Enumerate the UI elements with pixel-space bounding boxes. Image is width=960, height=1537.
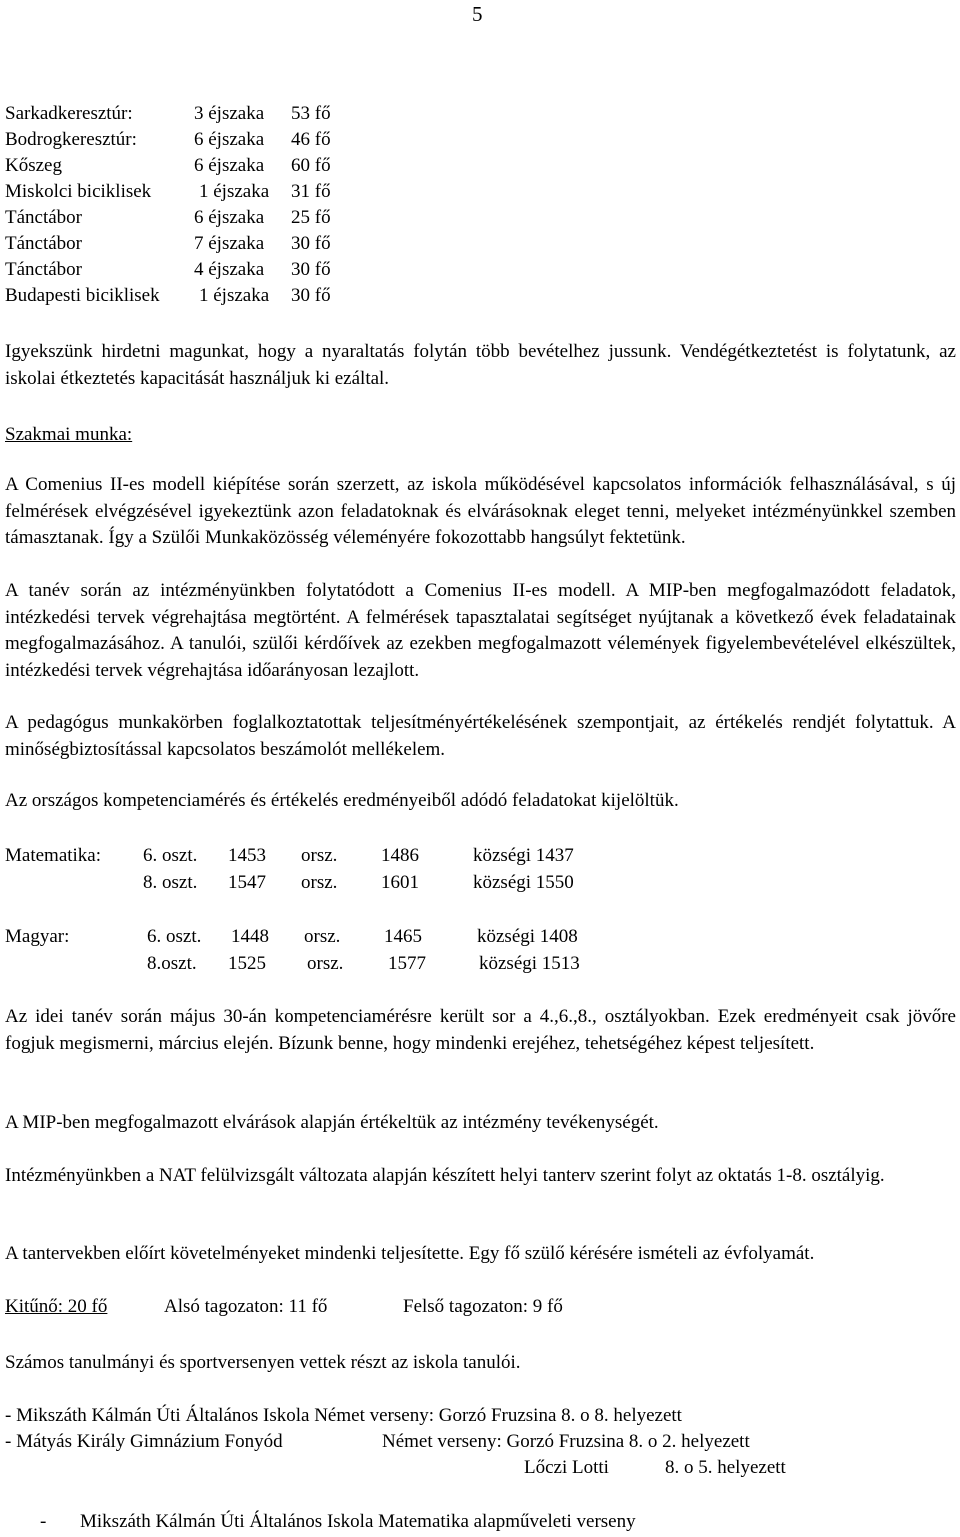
school-score: 1448 [231,926,269,947]
upper-grades: Felső tagozaton: 9 fő [403,1296,563,1317]
paragraph-may-assessment: Az idei tanév során május 30-án kompetenciamérésre került sor a 4.,6.,8., osztályokban. Ezek eredményeit csak jövőre fogjuk megismerni, március elején. Bízunk benne, hogy mindenki erejéhez, tehetségéhez képest teljesített. [5,1006,956,1054]
camp-nights: 6 éjszaka [194,129,265,150]
paragraph-teacher-evaluation: A pedagógus munkakörben foglalkoztatottak teljesítményértékelésének szempontjait, az értékelés rendjét folytattuk. A minőségbiztosítással kapcsolatos beszámolót mellékelem. [5,712,956,760]
competition-item: Mikszáth Kálmán Úti Általános Iskola Matematika alapműveleti verseny [80,1511,636,1532]
village-score: községi 1550 [473,872,574,893]
list-dash: - [40,1511,47,1532]
competition-school: - Mátyás Király Gimnázium Fonyód [5,1431,283,1452]
paragraph-nat: Intézményünkben a NAT felülvizsgált változata alapján készített helyi tanterv szerint folyt az oktatás 1-8. osztályig. [5,1165,885,1186]
camp-name: Sarkadkeresztúr: [5,103,133,124]
grade: 8.oszt. [147,953,197,974]
paragraph-mip: A tanév során az intézményünkben folytatódott a Comenius II-es modell. A MIP-ben megfogalmazódott feladatok, intézkedési tervek végrehajtása megtörtént. A felmérések tapasztalatai segítséget nyújtanak a következő évek feladatainak megfogalmazásához. A tanulói, szülői kérdőívek az ezekben megfogalmazott vélemények figyelembevételével elkészültek, intézkedési tervek végrehajtása időarányosan lezajlott. [5,580,956,681]
paragraph-competitions: Számos tanulmányi és sportversenyen vettek részt az iskola tanulói. [5,1352,521,1373]
competition-result: Német verseny: Gorzó Fruzsina 8. o 2. helyezett [382,1431,750,1452]
paragraph-advertising: Igyekszünk hirdetni magunkat, hogy a nyaraltatás folytán több bevételhez jussunk. Vendégétkeztetést is folytatunk, az iskolai étkeztetés kapacitását használjuk ki ezáltal. [5,341,956,389]
camp-name: Bodrogkeresztúr: [5,129,137,150]
national-score: 1465 [384,926,422,947]
camp-people: 53 fő [291,103,331,124]
national-score: 1486 [381,845,419,866]
camp-nights: 6 éjszaka [194,207,265,228]
national-score: 1601 [381,872,419,893]
camp-people: 31 fő [291,181,331,202]
national-label: orsz. [304,926,341,947]
village-score: községi 1437 [473,845,574,866]
paragraph-competence: Az országos kompetenciamérés és értékelés eredményeiből adódó feladatokat kijelöltük. [5,790,679,811]
paragraph-mip-evaluation: A MIP-ben megfogalmazott elvárások alapján értékeltük az intézmény tevékenységét. [5,1112,659,1133]
camp-name: Kőszeg [5,155,62,176]
camp-nights: 1 éjszaka [199,181,270,202]
camp-name: Tánctábor [5,259,83,280]
grade: 6. oszt. [143,845,198,866]
competitor-name: Lőczi Lotti [524,1457,609,1478]
camp-people: 30 fő [291,233,331,254]
camp-nights: 1 éjszaka [199,285,270,306]
section-heading: Szakmai munka: [5,424,133,445]
school-score: 1547 [228,872,266,893]
grade: 6. oszt. [147,926,202,947]
competition-item: - Mikszáth Kálmán Úti Általános Iskola Német verseny: Gorzó Fruzsina 8. o 8. helyezett [5,1405,682,1426]
lower-grades: Alsó tagozaton: 11 fő [164,1296,328,1317]
competition-result: 8. o 5. helyezett [665,1457,786,1478]
excellent-label: Kitűnő: 20 fő [5,1296,108,1317]
camp-people: 60 fő [291,155,331,176]
camp-name: Budapesti biciklisek [5,285,160,306]
national-label: orsz. [301,872,338,893]
camp-name: Miskolci biciklisek [5,181,152,202]
paragraph-requirements: A tantervekben előírt követelményeket mindenki teljesítette. Egy fő szülő kérésére ismételi az évfolyamát. [5,1243,815,1264]
village-score: községi 1408 [477,926,578,947]
school-score: 1525 [228,953,266,974]
hungarian-label: Magyar: [5,926,70,947]
national-label: orsz. [307,953,344,974]
national-label: orsz. [301,845,338,866]
camp-people: 30 fő [291,259,331,280]
camp-people: 30 fő [291,285,331,306]
paragraph-comenius: A Comenius II-es modell kiépítése során szerzett, az iskola működésével kapcsolatos információk felhasználásával, s új felmérések elvégzésével igyekeztünk azon feladatoknak és elvárásoknak eleget tenni, melyeket intézményünkkel szemben támasztanak. Így a Szülői Munkaközösség véleményére fokozottabb hangsúlyt fektetünk. [5,474,956,549]
camp-people: 25 fő [291,207,331,228]
camp-nights: 3 éjszaka [194,103,265,124]
school-score: 1453 [228,845,266,866]
page-number: 5 [472,2,483,26]
national-score: 1577 [388,953,426,974]
grade: 8. oszt. [143,872,198,893]
camp-nights: 6 éjszaka [194,155,265,176]
camp-name: Tánctábor [5,207,83,228]
camp-name: Tánctábor [5,233,83,254]
math-label: Matematika: [5,845,102,866]
village-score: községi 1513 [479,953,580,974]
camp-nights: 7 éjszaka [194,233,265,254]
camp-nights: 4 éjszaka [194,259,265,280]
camp-people: 46 fő [291,129,331,150]
